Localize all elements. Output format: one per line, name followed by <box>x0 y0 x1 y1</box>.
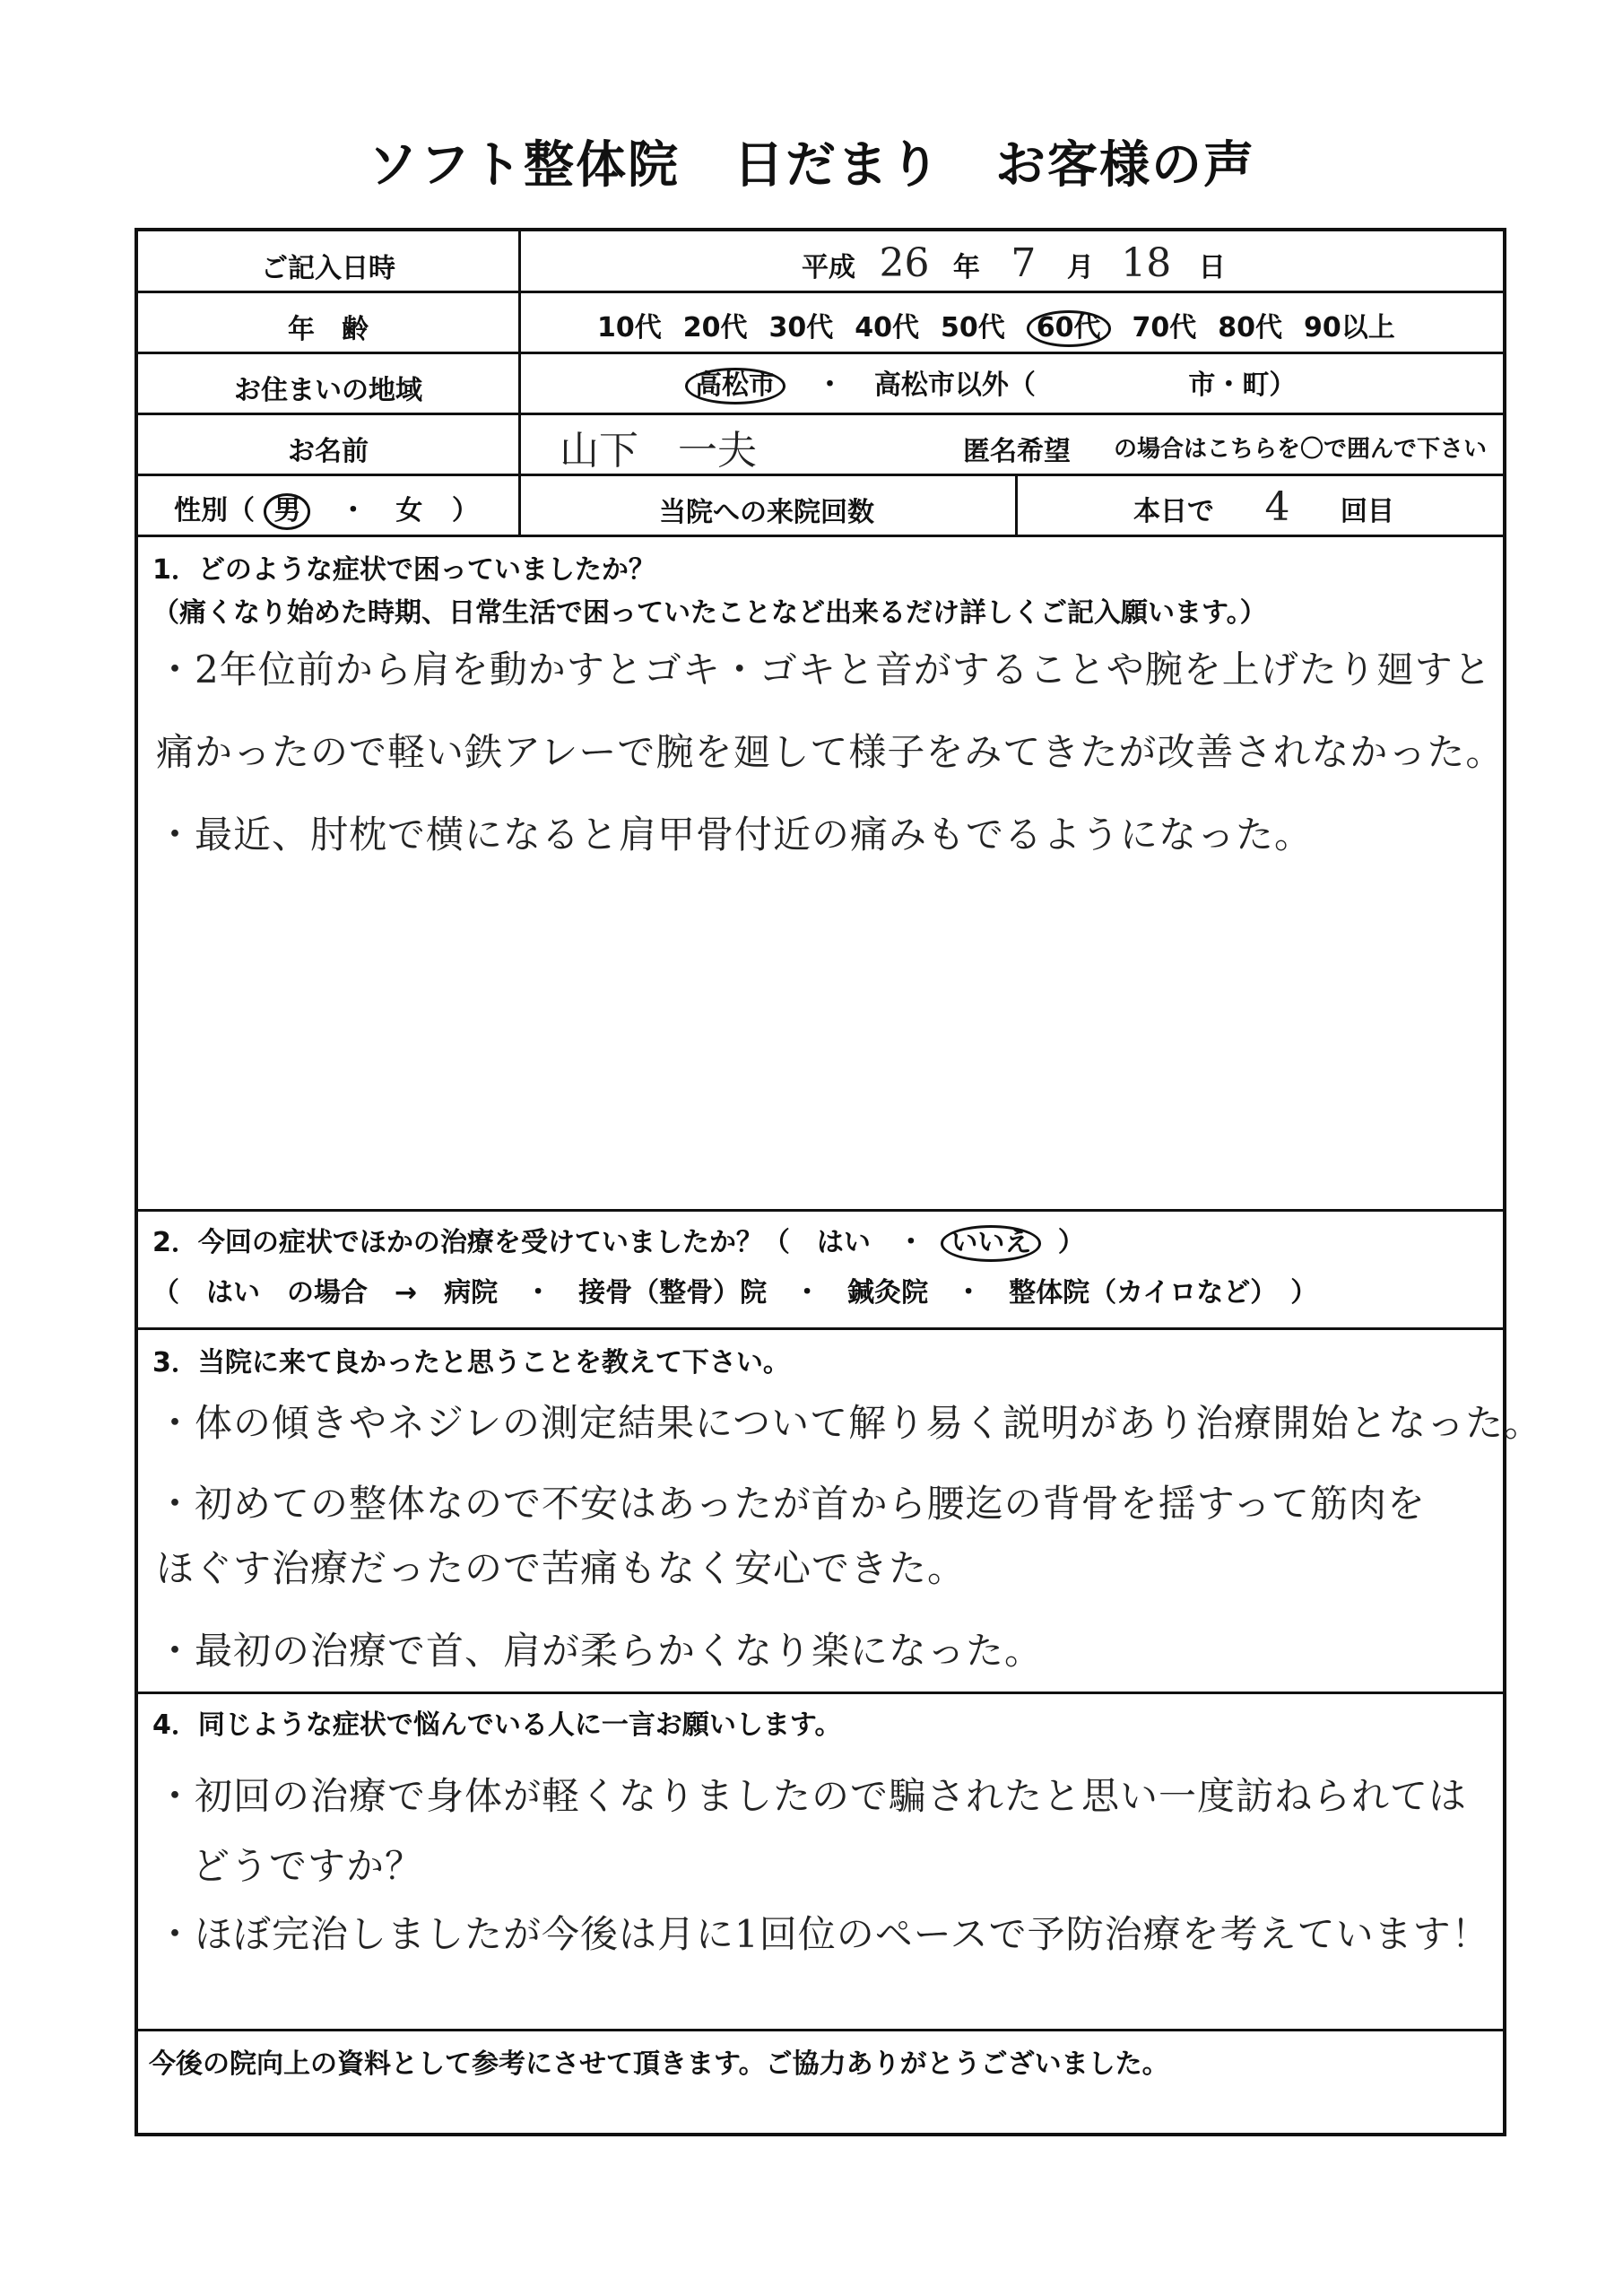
area-options[interactable]: 高松市 ・ 高松市以外（ 市・町） <box>685 362 1296 404</box>
q2-title: 2．今回の症状でほかの治療を受けていましたか？（ はい ・ いいえ ） <box>152 1220 1085 1262</box>
age-option[interactable]: 70代 <box>1132 312 1197 344</box>
date-month: 7 <box>1011 240 1037 286</box>
q4-title: 4．同じような症状で悩んでいる人に一言お願いします。 <box>152 1709 842 1741</box>
q1-title: 1．どのような症状で困っていましたか？ <box>152 554 655 586</box>
footer-note: 今後の院向上の資料として参考にさせて頂きます。ご協力ありがとうございました。 <box>149 2048 1169 2080</box>
visits-value[interactable]: 本日で 4 回目 <box>1133 484 1394 530</box>
page-title <box>0 126 1623 197</box>
visits-label: 当院への来院回数 <box>659 497 874 528</box>
age-option[interactable]: 90以上 <box>1304 312 1395 344</box>
form-title: お客様の声 <box>995 136 1255 195</box>
q3-answer-line: ほぐす治療だったので苦痛もなく安心できた。 <box>156 1546 967 1590</box>
q2-subtitle: （ はい の場合 → 病院 ・ 接骨（整骨）院 ・ 鍼灸院 ・ 整体院（カイロなど） ） <box>152 1277 1318 1309</box>
divider <box>138 1327 1503 1330</box>
q4-answer-line: ・ほぼ完治しましたが今後は月に1回位のペースで予防治療を考えています！ <box>156 1912 1490 1956</box>
area-option-takamatsu[interactable]: 高松市 <box>685 368 785 404</box>
clinic-subname: 日だまり <box>733 136 942 195</box>
q3-answer-line: ・最初の治療で首、肩が柔らかくなり楽になった。 <box>156 1629 1044 1673</box>
q3-answer-line: ・初めての整体なので不安はあったが首から腰迄の背骨を揺すって筋肉を <box>156 1482 1427 1526</box>
age-option[interactable]: 10代 <box>597 312 662 344</box>
survey-form <box>135 228 1543 2136</box>
date-day: 18 <box>1121 240 1172 286</box>
age-option[interactable]: 80代 <box>1218 312 1282 344</box>
age-option[interactable]: 20代 <box>682 312 748 344</box>
gender-male[interactable]: 男 <box>264 493 310 530</box>
area-label: お住まいの地域 <box>234 375 422 406</box>
divider <box>138 291 1503 293</box>
date-label: ご記入日時 <box>261 253 395 284</box>
date-value[interactable]: 平成 26 年 7 月 18 日 <box>802 240 1226 286</box>
q3-answer-line: ・体の傾きやネジレの測定結果について解り易く説明があり治療開始となった。 <box>156 1401 1543 1445</box>
area-option-other[interactable]: 高松市以外（ <box>873 370 1036 401</box>
name-value[interactable]: 山下 一夫 <box>560 428 757 474</box>
age-option[interactable]: 50代 <box>941 312 1005 344</box>
anonymous-label[interactable]: 匿名希望 <box>963 436 1071 467</box>
q2-answer-no[interactable]: いいえ <box>941 1225 1041 1262</box>
divider <box>138 474 1503 476</box>
visits-count: 4 <box>1264 484 1290 530</box>
age-option[interactable]: 60代 <box>1027 310 1111 347</box>
age-label: 年 齢 <box>288 314 369 345</box>
age-option[interactable]: 40代 <box>855 312 919 344</box>
gender-field[interactable]: 性別（ 男 ・ 女 ） <box>174 488 479 530</box>
q1-subtitle: （痛くなり始めた時期、日常生活で困っていたことなど出来るだけ詳しくご記入願います。） <box>152 597 1267 629</box>
divider <box>138 413 1503 415</box>
q1-answer-line: ・2年位前から肩を動かすとゴキ・ゴキと音がすることや腕を上げたり廻すと <box>156 648 1492 691</box>
q3-title: 3．当院に来て良かったと思うことを教えて下さい。 <box>152 1347 790 1378</box>
anonymous-note: の場合はこちらを〇で囲んで下さい <box>1114 436 1488 463</box>
column-divider <box>1015 474 1018 535</box>
q4-answer-line: どうですか？ <box>192 1844 424 1888</box>
divider <box>138 352 1503 354</box>
divider <box>138 1692 1503 1694</box>
divider <box>138 535 1503 537</box>
age-option[interactable]: 30代 <box>768 312 834 344</box>
divider <box>138 2029 1503 2031</box>
name-label: お名前 <box>288 436 369 467</box>
age-options[interactable] <box>586 305 1406 347</box>
divider <box>138 1209 1503 1212</box>
date-year: 26 <box>879 240 930 286</box>
q4-answer-line: ・初回の治療で身体が軽くなりましたので騙されたと思い一度訪ねられては <box>156 1774 1468 1818</box>
q1-answer-line: ・最近、肘枕で横になると肩甲骨付近の痛みもでるようになった。 <box>156 813 1314 857</box>
q1-answer-line: 痛かったので軽い鉄アレーで腕を廻して様子をみてきたが改善されなかった。 <box>156 730 1505 774</box>
gender-female[interactable]: 女 <box>395 495 423 526</box>
clinic-name: ソフト整体院 <box>368 136 680 195</box>
